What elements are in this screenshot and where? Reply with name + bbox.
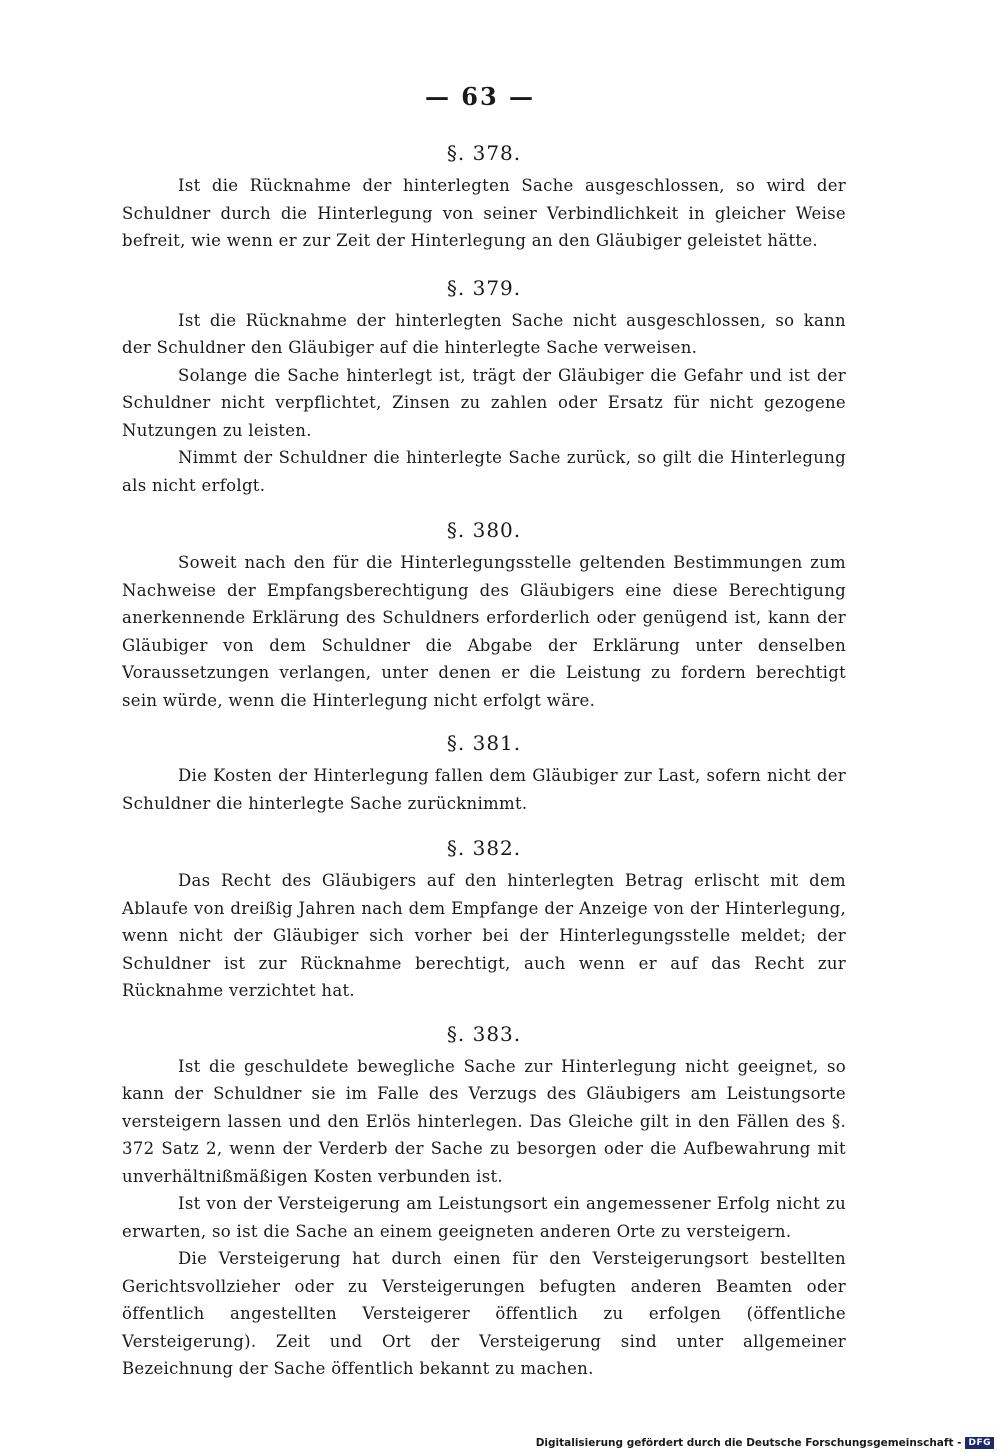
paragraph: Ist die Rücknahme der hinterlegten Sache nicht ausgeschlossen, so kann der Schuldner den Gläubiger auf die hinterlegte Sache verweisen.: [122, 310, 846, 357]
paragraph: Solange die Sache hinterlegt ist, trägt der Gläubiger die Gefahr und ist der Schuldner nicht verpflichtet, Zinsen zu zahlen oder Ersatz für nicht gezogene Nutzungen zu leisten.: [122, 365, 846, 440]
paragraph: Die Kosten der Hinterlegung fallen dem Gläubiger zur Last, sofern nicht der Schuldner die hinterlegte Sache zurücknimmt.: [122, 766, 846, 813]
footer-text: Digitalisierung gefördert durch die Deutsche Forschungsgemeinschaft -: [535, 1437, 962, 1449]
paragraph: Ist die Rücknahme der hinterlegten Sache ausgeschlossen, so wird der Schuldner durch die Hinterlegung von seiner Verbindlichkeit in gleicher Weise befreit, wie wenn er zur Zeit der Hinterlegung an den Gläubiger geleistet hätte.: [122, 176, 846, 250]
paragraph: Die Versteigerung hat durch einen für den Versteigerungsort bestellten Gerichtsvollzieher oder zu Versteigerungen befugten anderen Beamten oder öffentlich angestellten Versteigerer öffentlich zu erfolgen (öffentliche Versteigerung). Zeit und Ort der Versteigerung sind unter allgemeiner Bezeichnung der Sache öffentlich bekannt zu machen.: [122, 1249, 846, 1378]
section-heading: §. 378.: [446, 141, 522, 165]
dfg-logo: DFG: [965, 1437, 994, 1449]
section-379: [122, 273, 846, 500]
section-380: [122, 515, 846, 714]
paragraph: Ist die geschuldete bewegliche Sache zur Hinterlegung nicht geeignet, so kann der Schuldner sie im Falle des Verzugs des Gläubigers am Leistungsorte versteigern lassen und den Erlös hinterlegen. Das Gleiche gilt in den Fällen des §. 372 Satz 2, wenn der Verderb der Sache zu besorgen oder die Aufbewahrung mit unverhältnißmäßigen Kosten verbunden ist.: [122, 1056, 846, 1186]
section-heading: §. 383.: [446, 1021, 522, 1046]
section-heading: §. 382.: [446, 836, 522, 860]
paragraph: Soweit nach den für die Hinterlegungsstelle geltenden Bestimmungen zum Nachweise der Empfangsberechtigung des Gläubigers eine diese Berechtigung anerkennende Erklärung des Schuldners erforderlich oder genügend ist, kann der Gläubiger von dem Schuldner die Abgabe der Erklärung unter denselben Voraussetzungen verlangen, unter denen er die Leistung zu fordern berechtigt sein würde, wenn die Hinterlegung nicht erfolgt wäre.: [122, 553, 846, 710]
section-heading: §. 380.: [446, 518, 522, 542]
page-number: — 63 —: [424, 82, 536, 111]
digitization-credit: [536, 1437, 994, 1449]
section-381: [122, 728, 846, 817]
section-383: [122, 1019, 846, 1383]
section-heading: §. 381.: [446, 731, 522, 755]
paragraph: Das Recht des Gläubigers auf den hinterlegten Betrag erlischt mit dem Ablaufe von dreißig Jahren nach dem Empfange der Anzeige von der Hinterlegung, wenn nicht der Gläubiger sich vorher bei der Hinterlegungsstelle meldet; der Schuldner ist zur Rücknahme berechtigt, auch wenn er auf das Recht zur Rücknahme verzichtet hat.: [122, 871, 846, 1000]
paragraph: Ist von der Versteigerung am Leistungsort ein angemessener Erfolg nicht zu erwarten, so ist die Sache an einem geeigneten anderen Orte zu versteigern.: [122, 1194, 846, 1241]
section-heading: §. 379.: [446, 275, 522, 300]
paragraph: Nimmt der Schuldner die hinterlegte Sache zurück, so gilt die Hinterlegung als nicht erfolgt.: [122, 448, 846, 495]
page-body: [122, 138, 846, 1383]
section-382: [122, 833, 846, 1005]
section-378: [122, 138, 846, 255]
